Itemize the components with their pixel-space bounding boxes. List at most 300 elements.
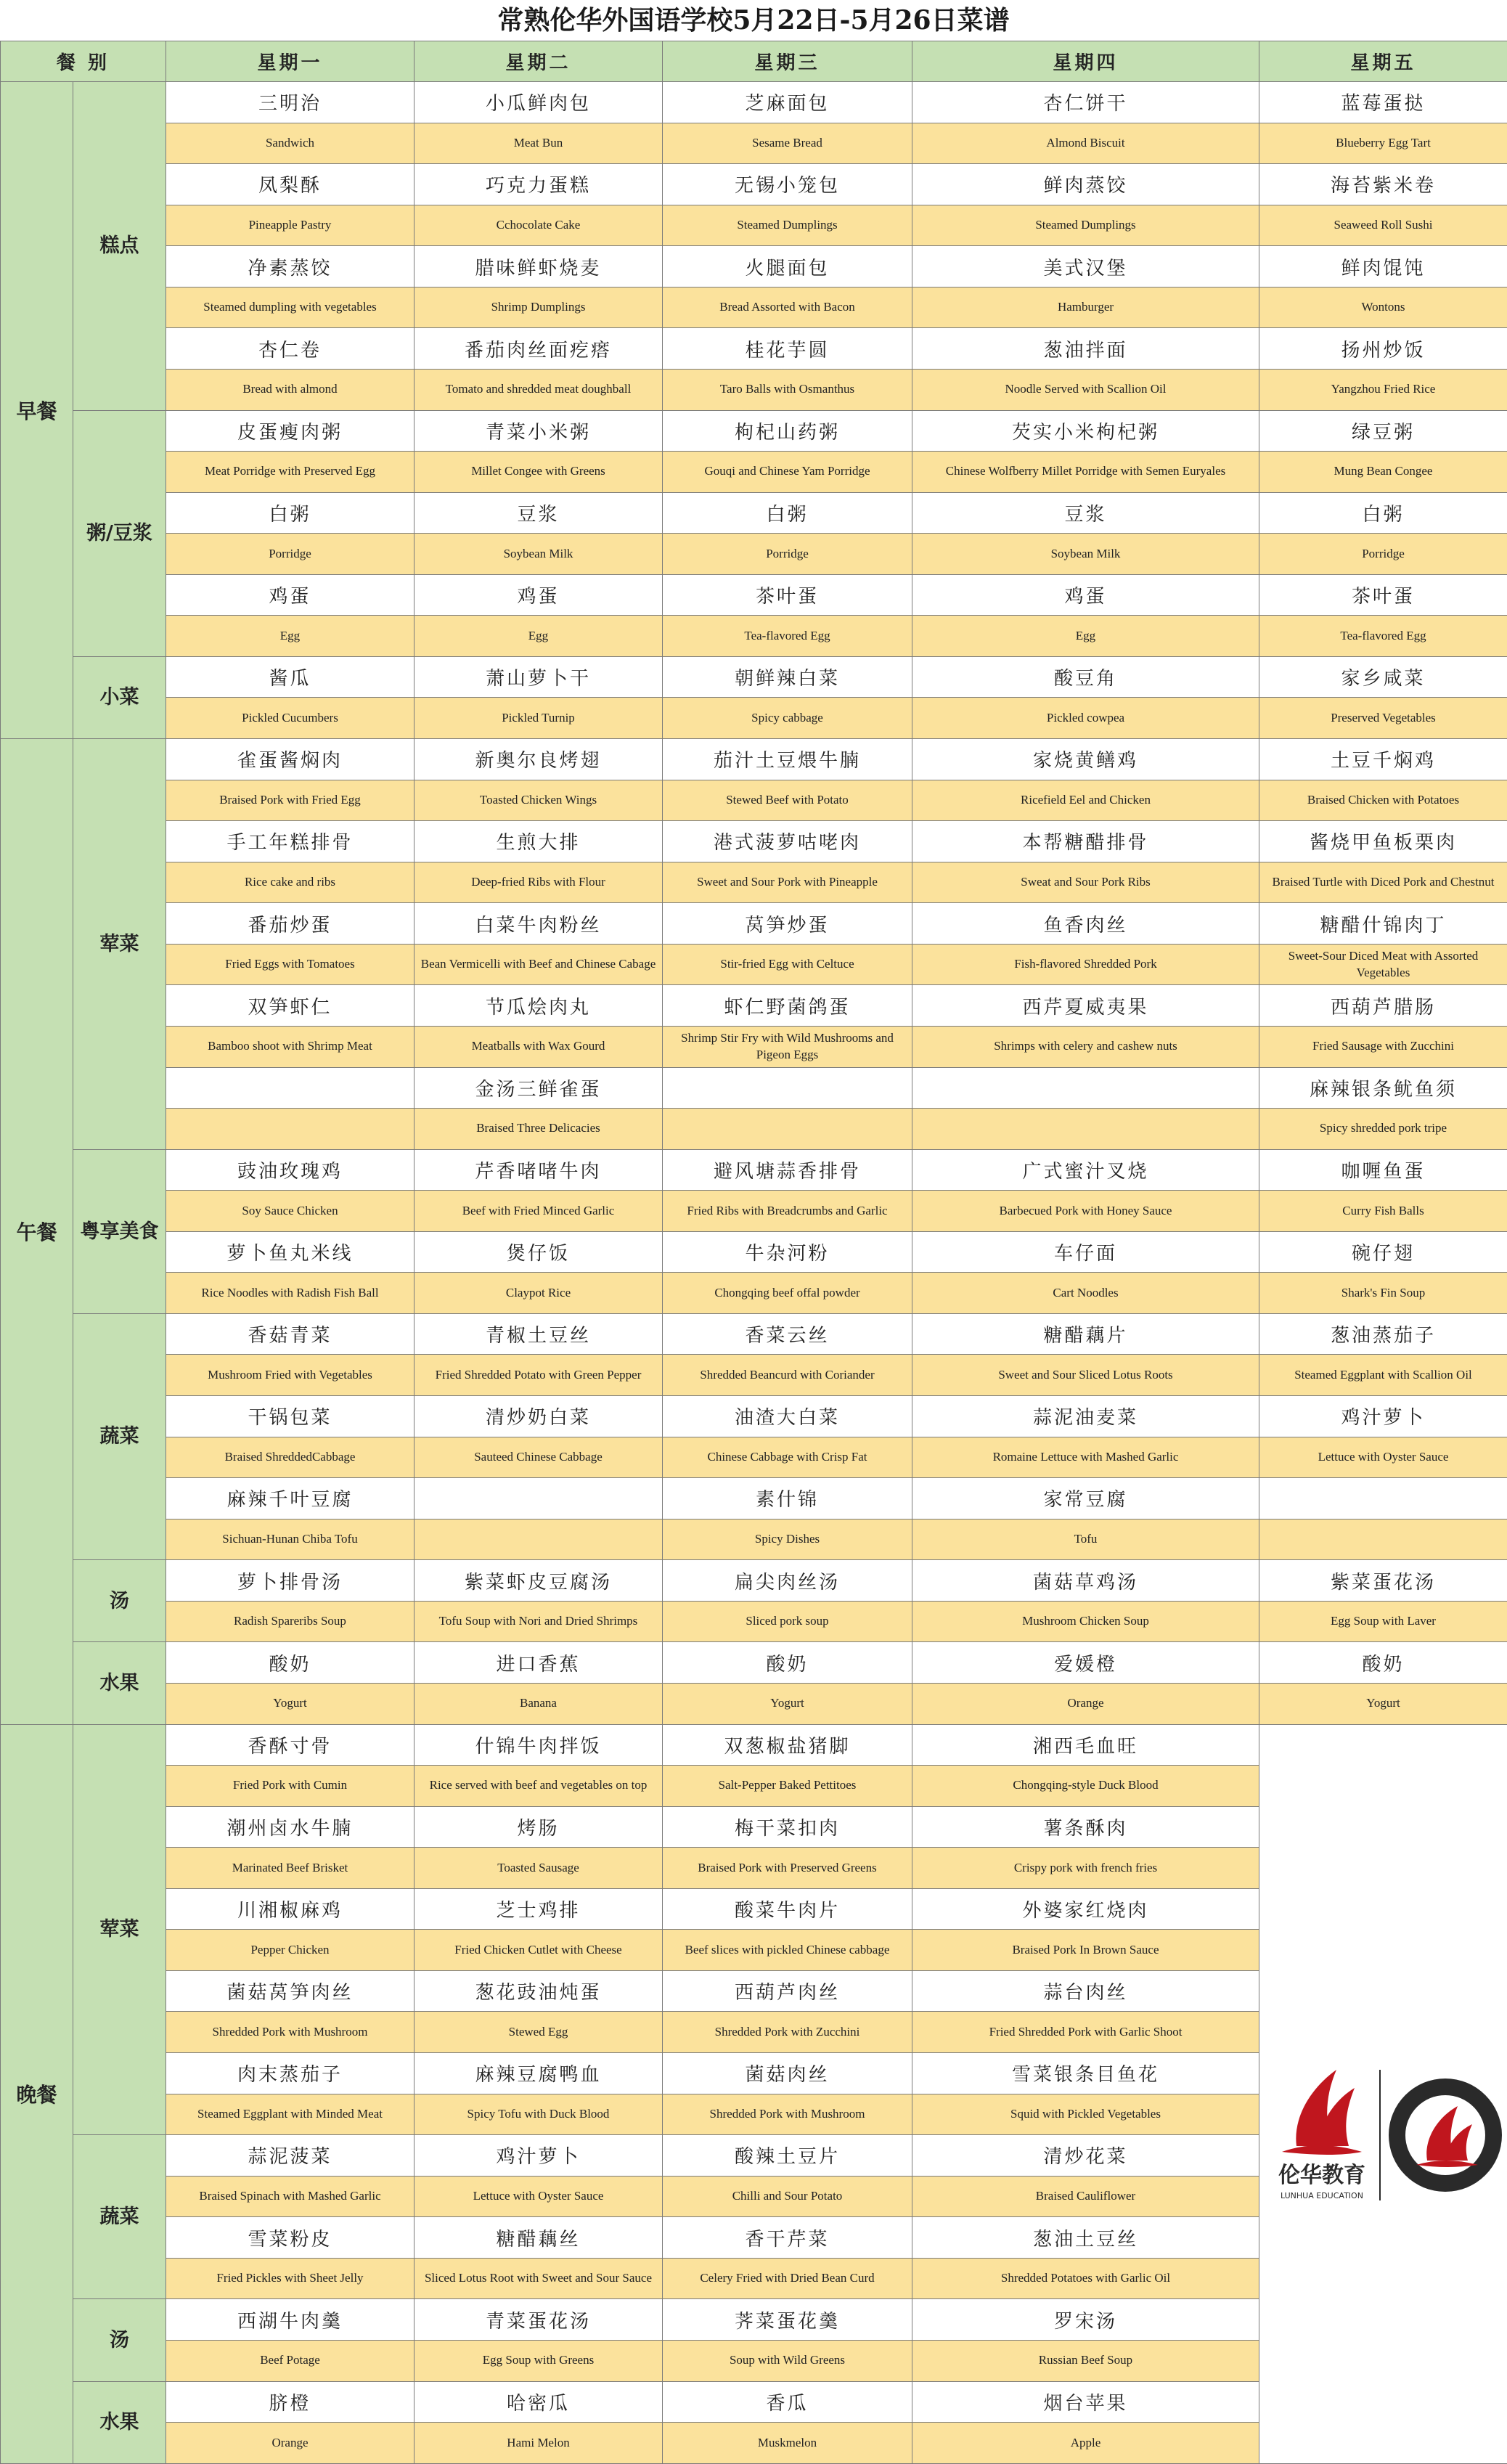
dish-name: 新奥尔良烤翅 <box>414 739 663 780</box>
dish-row-english <box>1 1683 1507 1724</box>
dish-name-english: Steamed Eggplant with Scallion Oil <box>1259 1355 1507 1396</box>
dish-row-chinese <box>1 1313 1507 1355</box>
dish-name: 茶叶蛋 <box>663 574 912 616</box>
dish-name <box>663 1067 912 1109</box>
dish-name-english: Yangzhou Fried Rice <box>1259 369 1507 410</box>
dish-row-chinese <box>1 1067 1507 1109</box>
dish-name-english: Shrimps with celery and cashew nuts <box>912 1026 1259 1067</box>
section-label: 汤 <box>73 2299 166 2381</box>
dish-name: 港式菠萝咕咾肉 <box>663 821 912 862</box>
dish-name: 鱼香肉丝 <box>912 903 1259 945</box>
dish-name-english: Shredded Pork with Mushroom <box>166 2012 414 2053</box>
dish-name: 酱瓜 <box>166 656 414 698</box>
dish-name-english: Soybean Milk <box>414 534 663 575</box>
header-day: 星期四 <box>912 41 1259 82</box>
dish-name: 葱油蒸茄子 <box>1259 1313 1507 1355</box>
dish-row-chinese <box>1 410 1507 452</box>
dish-name-english: Porridge <box>166 534 414 575</box>
dish-name: 莴笋炒蛋 <box>663 903 912 945</box>
dish-name: 牛杂河粉 <box>663 1231 912 1273</box>
dish-name: 鲜肉馄饨 <box>1259 246 1507 287</box>
dish-name: 本帮糖醋排骨 <box>912 821 1259 862</box>
dish-name: 香菇青菜 <box>166 1313 414 1355</box>
dish-name-english: Crispy pork with french fries <box>912 1848 1259 1889</box>
dish-name-english: Sweet-Sour Diced Meat with Assorted Vegetables <box>1259 944 1507 985</box>
dish-name-english: Bamboo shoot with Shrimp Meat <box>166 1026 414 1067</box>
dish-name: 进口香蕉 <box>414 1642 663 1684</box>
dish-name-english: Pepper Chicken <box>166 1930 414 1971</box>
section-label: 水果 <box>73 1642 166 1724</box>
dish-name: 凤梨酥 <box>166 164 414 205</box>
dish-name-english: Fried Shredded Pork with Garlic Shoot <box>912 2012 1259 2053</box>
dish-name: 蒜泥油麦菜 <box>912 1396 1259 1437</box>
dish-row-english <box>1 534 1507 575</box>
dish-name-english: Sesame Bread <box>663 123 912 164</box>
dish-name: 麻辣豆腐鸭血 <box>414 2053 663 2094</box>
meal-label: 早餐 <box>1 82 73 739</box>
dish-name-english: Chilli and Sour Potato <box>663 2176 912 2217</box>
dish-row-english <box>1 944 1507 985</box>
dish-name: 清炒奶白菜 <box>414 1396 663 1437</box>
dish-row-chinese <box>1 574 1507 616</box>
dish-row-english <box>1 1601 1507 1642</box>
dish-name: 绿豆粥 <box>1259 410 1507 452</box>
dish-name-english <box>663 1109 912 1150</box>
dish-row-chinese <box>1 985 1507 1027</box>
dish-name-english: Braised Cauliflower <box>912 2176 1259 2217</box>
dish-row-chinese <box>1 1724 1507 1766</box>
dish-row-english <box>1 1355 1507 1396</box>
dish-name-english: Romaine Lettuce with Mashed Garlic <box>912 1437 1259 1478</box>
dish-name: 西芹夏威夷果 <box>912 985 1259 1027</box>
dish-row-chinese <box>1 656 1507 698</box>
dish-name: 潮州卤水牛腩 <box>166 1806 414 1848</box>
dish-name-english: Stewed Egg <box>414 2012 663 2053</box>
dish-name: 香菜云丝 <box>663 1313 912 1355</box>
dish-name: 外婆家红烧肉 <box>912 1888 1259 1930</box>
dish-name-english: Chinese Wolfberry Millet Porridge with Semen Euryales <box>912 452 1259 493</box>
dish-name: 茶叶蛋 <box>1259 574 1507 616</box>
dish-name-english: Spicy Tofu with Duck Blood <box>414 2094 663 2135</box>
dish-name-english: Preserved Vegetables <box>1259 698 1507 739</box>
dish-name-english: Sweet and Sour Sliced Lotus Roots <box>912 1355 1259 1396</box>
dish-name: 节瓜烩肉丸 <box>414 985 663 1027</box>
dish-name-english: Spicy cabbage <box>663 698 912 739</box>
dish-name: 酸辣土豆片 <box>663 2135 912 2177</box>
dish-name-english: Lettuce with Oyster Sauce <box>414 2176 663 2217</box>
dish-name-english: Shredded Pork with Mushroom <box>663 2094 912 2135</box>
school-logo-cell <box>1259 1724 1507 2464</box>
section-label: 汤 <box>73 1560 166 1642</box>
dish-name: 扬州炒饭 <box>1259 328 1507 370</box>
dish-name-english: Egg <box>414 616 663 657</box>
dish-name: 桂花芋圆 <box>663 328 912 370</box>
dish-name-english: Celery Fried with Dried Bean Curd <box>663 2258 912 2299</box>
dish-row-english <box>1 616 1507 657</box>
dish-name: 糖醋什锦肉丁 <box>1259 903 1507 945</box>
dish-name-english: Soy Sauce Chicken <box>166 1191 414 1232</box>
dish-name-english: Steamed Eggplant with Minded Meat <box>166 2094 414 2135</box>
dish-name: 萝卜鱼丸米线 <box>166 1231 414 1273</box>
dish-name: 白粥 <box>166 492 414 534</box>
dish-name: 肉末蒸茄子 <box>166 2053 414 2094</box>
dish-name: 芝麻面包 <box>663 82 912 123</box>
dish-name-english: Sauteed Chinese Cabbage <box>414 1437 663 1478</box>
header-day: 星期五 <box>1259 41 1507 82</box>
dish-row-chinese <box>1 1231 1507 1273</box>
meal-label: 晚餐 <box>1 1724 73 2464</box>
dish-name-english: Egg <box>912 616 1259 657</box>
dish-name: 雀蛋酱焖肉 <box>166 739 414 780</box>
dish-name-english: Hamburger <box>912 287 1259 328</box>
dish-name: 香瓜 <box>663 2381 912 2423</box>
dish-name: 鸡蛋 <box>166 574 414 616</box>
dish-name-english: Braised Pork In Brown Sauce <box>912 1930 1259 1971</box>
dish-name-english: Pickled cowpea <box>912 698 1259 739</box>
dish-name: 梅干菜扣肉 <box>663 1806 912 1848</box>
dish-name-english: Orange <box>166 2423 414 2464</box>
dish-name-english: Tofu Soup with Nori and Dried Shrimps <box>414 1601 663 1642</box>
dish-row-chinese <box>1 1478 1507 1519</box>
header-day: 星期二 <box>414 41 663 82</box>
dish-name: 芝士鸡排 <box>414 1888 663 1930</box>
dish-name-english: Marinated Beef Brisket <box>166 1848 414 1889</box>
dish-name: 双笋虾仁 <box>166 985 414 1027</box>
dish-name-english: Taro Balls with Osmanthus <box>663 369 912 410</box>
dish-row-english <box>1 1519 1507 1560</box>
dish-name: 芹香啫啫牛肉 <box>414 1149 663 1191</box>
dish-name: 酱烧甲鱼板栗肉 <box>1259 821 1507 862</box>
section-label: 粤享美食 <box>73 1149 166 1313</box>
dish-row-chinese <box>1 164 1507 205</box>
dish-name: 西湖牛肉羹 <box>166 2299 414 2341</box>
dish-row-chinese <box>1 821 1507 862</box>
brand-text-english: LUNHUA EDUCATION <box>1280 2190 1363 2200</box>
dish-name-english: Mushroom Chicken Soup <box>912 1601 1259 1642</box>
dish-name-english: Hami Melon <box>414 2423 663 2464</box>
dish-name: 茄汁土豆煨牛腩 <box>663 739 912 780</box>
dish-name: 菌菇肉丝 <box>663 2053 912 2094</box>
dish-name: 西葫芦腊肠 <box>1259 985 1507 1027</box>
dish-name-english: Yogurt <box>166 1683 414 1724</box>
dish-name: 家烧黄鳝鸡 <box>912 739 1259 780</box>
dish-name: 番茄肉丝面疙瘩 <box>414 328 663 370</box>
dish-row-english <box>1 123 1507 164</box>
dish-name-english: Deep-fried Ribs with Flour <box>414 862 663 903</box>
dish-name: 煲仔饭 <box>414 1231 663 1273</box>
dish-name-english <box>1259 1519 1507 1560</box>
dish-name-english: Egg Soup with Greens <box>414 2340 663 2381</box>
section-label: 蔬菜 <box>73 2135 166 2299</box>
dish-name-english: Apple <box>912 2423 1259 2464</box>
dish-name: 火腿面包 <box>663 246 912 287</box>
dish-name-english: Ricefield Eel and Chicken <box>912 780 1259 821</box>
dish-name-english: Pickled Turnip <box>414 698 663 739</box>
dish-name-english: Steamed Dumplings <box>663 205 912 246</box>
dish-name: 美式汉堡 <box>912 246 1259 287</box>
dish-name: 萝卜排骨汤 <box>166 1560 414 1602</box>
dish-name: 豆浆 <box>414 492 663 534</box>
dish-name-english: Chinese Cabbage with Crisp Fat <box>663 1437 912 1478</box>
dish-row-chinese <box>1 492 1507 534</box>
dish-name-english: Stewed Beef with Potato <box>663 780 912 821</box>
dish-name: 酸奶 <box>1259 1642 1507 1684</box>
dish-name-english: Fried Eggs with Tomatoes <box>166 944 414 985</box>
header-category: 餐 别 <box>1 41 166 82</box>
dish-row-english <box>1 369 1507 410</box>
dish-name-english: Porridge <box>1259 534 1507 575</box>
dish-name: 青菜蛋花汤 <box>414 2299 663 2341</box>
dish-name: 避风塘蒜香排骨 <box>663 1149 912 1191</box>
dish-name: 葱花豉油炖蛋 <box>414 1970 663 2012</box>
dish-name-english: Rice cake and ribs <box>166 862 414 903</box>
dish-name: 酸奶 <box>166 1642 414 1684</box>
dish-name: 脐橙 <box>166 2381 414 2423</box>
dish-row-english <box>1 1273 1507 1314</box>
dish-name: 罗宋汤 <box>912 2299 1259 2341</box>
dish-name-english: Fried Pickles with Sheet Jelly <box>166 2258 414 2299</box>
dish-name-english: Pickled Cucumbers <box>166 698 414 739</box>
dish-name-english: Shredded Pork with Zucchini <box>663 2012 912 2053</box>
dish-name: 鲜肉蒸饺 <box>912 164 1259 205</box>
dish-name-english: Tomato and shredded meat doughball <box>414 369 663 410</box>
dish-name: 麻辣银条鱿鱼须 <box>1259 1067 1507 1109</box>
dish-name-english: Sandwich <box>166 123 414 164</box>
dish-name-english: Muskmelon <box>663 2423 912 2464</box>
header-day: 星期三 <box>663 41 912 82</box>
dish-name-english: Fried Pork with Cumin <box>166 1766 414 1807</box>
dish-name: 葱油拌面 <box>912 328 1259 370</box>
dish-name-english: Seaweed Roll Sushi <box>1259 205 1507 246</box>
dish-name-english <box>414 1519 663 1560</box>
dish-name-english: Sweat and Sour Pork Ribs <box>912 862 1259 903</box>
dish-name: 白粥 <box>663 492 912 534</box>
dish-name-english: Millet Congee with Greens <box>414 452 663 493</box>
dish-name: 无锡小笼包 <box>663 164 912 205</box>
dish-row-chinese <box>1 1396 1507 1437</box>
dish-name: 扁尖肉丝汤 <box>663 1560 912 1602</box>
dish-name: 素什锦 <box>663 1478 912 1519</box>
menu-table <box>0 41 1507 2464</box>
dish-name: 菌菇草鸡汤 <box>912 1560 1259 1602</box>
dish-name: 白菜牛肉粉丝 <box>414 903 663 945</box>
dish-name-english: Almond Biscuit <box>912 123 1259 164</box>
dish-name: 金汤三鲜雀蛋 <box>414 1067 663 1109</box>
dish-name-english: Soybean Milk <box>912 534 1259 575</box>
dish-name: 紫菜蛋花汤 <box>1259 1560 1507 1602</box>
dish-name: 酸菜牛肉片 <box>663 1888 912 1930</box>
dish-name-english: Braised Pork with Fried Egg <box>166 780 414 821</box>
dish-name-english: Yogurt <box>663 1683 912 1724</box>
dish-name-english: Toasted Chicken Wings <box>414 780 663 821</box>
brand-text: 伦华教育 <box>1278 2162 1365 2188</box>
dish-name-english: Egg Soup with Laver <box>1259 1601 1507 1642</box>
dish-name: 碗仔翅 <box>1259 1231 1507 1273</box>
dish-name: 糖醋藕丝 <box>414 2217 663 2259</box>
dish-row-chinese <box>1 246 1507 287</box>
section-label: 蔬菜 <box>73 1313 166 1559</box>
dish-name: 皮蛋瘦肉粥 <box>166 410 414 452</box>
dish-name: 鸡蛋 <box>414 574 663 616</box>
dish-name: 双葱椒盐猪脚 <box>663 1724 912 1766</box>
dish-name-english: Orange <box>912 1683 1259 1724</box>
section-label: 荤菜 <box>73 739 166 1150</box>
dish-name: 香酥寸骨 <box>166 1724 414 1766</box>
dish-name-english: Sweet and Sour Pork with Pineapple <box>663 862 912 903</box>
dish-name-english: Fried Chicken Cutlet with Cheese <box>414 1930 663 1971</box>
dish-name-english: Tea-flavored Egg <box>663 616 912 657</box>
dish-row-english <box>1 1026 1507 1067</box>
dish-name-english: Toasted Sausage <box>414 1848 663 1889</box>
dish-name-english: Sliced pork soup <box>663 1601 912 1642</box>
dish-name: 土豆千焖鸡 <box>1259 739 1507 780</box>
dish-name-english: Radish Spareribs Soup <box>166 1601 414 1642</box>
dish-name: 青菜小米粥 <box>414 410 663 452</box>
dish-row-chinese <box>1 739 1507 780</box>
dish-name: 豉油玫瑰鸡 <box>166 1149 414 1191</box>
dish-name: 番茄炒蛋 <box>166 903 414 945</box>
dish-name: 白粥 <box>1259 492 1507 534</box>
dish-name-english: Braised Chicken with Potatoes <box>1259 780 1507 821</box>
dish-name-english: Steamed Dumplings <box>912 205 1259 246</box>
dish-name: 薯条酥肉 <box>912 1806 1259 1848</box>
dish-name: 萧山萝卜干 <box>414 656 663 698</box>
dish-name-english: Squid with Pickled Vegetables <box>912 2094 1259 2135</box>
dish-name: 杏仁饼干 <box>912 82 1259 123</box>
dish-name: 家常豆腐 <box>912 1478 1259 1519</box>
dish-name: 腊味鲜虾烧麦 <box>414 246 663 287</box>
dish-row-english <box>1 287 1507 328</box>
dish-name-english: Chongqing-style Duck Blood <box>912 1766 1259 1807</box>
dish-name: 雪菜粉皮 <box>166 2217 414 2259</box>
dish-name-english: Banana <box>414 1683 663 1724</box>
dish-row-chinese <box>1 1149 1507 1191</box>
dish-name: 杏仁卷 <box>166 328 414 370</box>
dish-name: 芡实小米枸杞粥 <box>912 410 1259 452</box>
dish-name-english: Fried Ribs with Breadcrumbs and Garlic <box>663 1191 912 1232</box>
dish-name: 枸杞山药粥 <box>663 410 912 452</box>
school-logo <box>1259 1725 1507 2464</box>
dish-row-chinese <box>1 82 1507 123</box>
section-label: 荤菜 <box>73 1724 166 2135</box>
dish-name-english: Beef with Fried Minced Garlic <box>414 1191 663 1232</box>
dish-name: 什锦牛肉拌饭 <box>414 1724 663 1766</box>
dish-name: 酸奶 <box>663 1642 912 1684</box>
dish-name: 广式蜜汁叉烧 <box>912 1149 1259 1191</box>
dish-name-english: Lettuce with Oyster Sauce <box>1259 1437 1507 1478</box>
dish-name-english: Porridge <box>663 534 912 575</box>
dish-name: 紫菜虾皮豆腐汤 <box>414 1560 663 1602</box>
dish-name-english: Meatballs with Wax Gourd <box>414 1026 663 1067</box>
dish-name <box>414 1478 663 1519</box>
dish-name-english: Shark's Fin Soup <box>1259 1273 1507 1314</box>
dish-name-english: Steamed dumpling with vegetables <box>166 287 414 328</box>
dish-name: 哈密瓜 <box>414 2381 663 2423</box>
dish-name: 荠菜蛋花羹 <box>663 2299 912 2341</box>
dish-name-english: Shredded Potatoes with Garlic Oil <box>912 2258 1259 2299</box>
dish-name-english: Bean Vermicelli with Beef and Chinese Cabage <box>414 944 663 985</box>
dish-name-english: Soup with Wild Greens <box>663 2340 912 2381</box>
dish-name-english: Tofu <box>912 1519 1259 1560</box>
header-row <box>1 41 1507 82</box>
section-label: 糕点 <box>73 82 166 411</box>
dish-name: 朝鲜辣白菜 <box>663 656 912 698</box>
dish-name-english: Fried Sausage with Zucchini <box>1259 1026 1507 1067</box>
dish-name-english: Rice Noodles with Radish Fish Ball <box>166 1273 414 1314</box>
dish-name-english: Fish-flavored Shredded Pork <box>912 944 1259 985</box>
dish-name: 咖喱鱼蛋 <box>1259 1149 1507 1191</box>
dish-name: 香干芹菜 <box>663 2217 912 2259</box>
dish-name: 鸡蛋 <box>912 574 1259 616</box>
dish-name-english: Braised Turtle with Diced Pork and Chestnut <box>1259 862 1507 903</box>
dish-name-english: Shrimp Dumplings <box>414 287 663 328</box>
page-title: 常熟伦华外国语学校5月22日-5月26日菜谱 <box>497 5 1010 36</box>
section-label: 小菜 <box>73 656 166 738</box>
dish-name-english: Braised Three Delicacies <box>414 1109 663 1150</box>
dish-row-chinese <box>1 328 1507 370</box>
dish-name: 巧克力蛋糕 <box>414 164 663 205</box>
dish-name-english <box>912 1109 1259 1150</box>
dish-name-english: Blueberry Egg Tart <box>1259 123 1507 164</box>
dish-row-english <box>1 862 1507 903</box>
dish-name-english: Braised ShreddedCabbage <box>166 1437 414 1478</box>
dish-name: 糖醋藕片 <box>912 1313 1259 1355</box>
dish-name-english: Sichuan-Hunan Chiba Tofu <box>166 1519 414 1560</box>
dish-name-english: Shredded Beancurd with Coriander <box>663 1355 912 1396</box>
dish-name-english: Yogurt <box>1259 1683 1507 1724</box>
dish-name: 清炒花菜 <box>912 2135 1259 2177</box>
dish-name <box>1259 1478 1507 1519</box>
dish-row-english <box>1 452 1507 493</box>
dish-name: 干锅包菜 <box>166 1396 414 1437</box>
dish-row-english <box>1 1109 1507 1150</box>
dish-name <box>912 1067 1259 1109</box>
section-label: 水果 <box>73 2381 166 2464</box>
dish-name-english: Curry Fish Balls <box>1259 1191 1507 1232</box>
dish-name-english: Bread with almond <box>166 369 414 410</box>
dish-name: 雪菜银条目鱼花 <box>912 2053 1259 2094</box>
dish-row-english <box>1 698 1507 739</box>
dish-row-chinese <box>1 903 1507 945</box>
dish-name-english: Pineapple Pastry <box>166 205 414 246</box>
dish-name-english: Noodle Served with Scallion Oil <box>912 369 1259 410</box>
dish-name: 麻辣千叶豆腐 <box>166 1478 414 1519</box>
dish-name: 三明治 <box>166 82 414 123</box>
dish-name-english: Barbecued Pork with Honey Sauce <box>912 1191 1259 1232</box>
dish-name-english: Russian Beef Soup <box>912 2340 1259 2381</box>
dish-name: 手工年糕排骨 <box>166 821 414 862</box>
dish-name: 鸡汁萝卜 <box>1259 1396 1507 1437</box>
dish-name-english: Mushroom Fried with Vegetables <box>166 1355 414 1396</box>
dish-name: 油渣大白菜 <box>663 1396 912 1437</box>
dish-name: 蓝莓蛋挞 <box>1259 82 1507 123</box>
dish-name-english: Chongqing beef offal powder <box>663 1273 912 1314</box>
dish-name: 烤肠 <box>414 1806 663 1848</box>
dish-name: 青椒土豆丝 <box>414 1313 663 1355</box>
dish-name-english: Spicy shredded pork tripe <box>1259 1109 1507 1150</box>
dish-name: 蒜台肉丝 <box>912 1970 1259 2012</box>
dish-name: 小瓜鲜肉包 <box>414 82 663 123</box>
wave-logo-icon <box>1282 2145 1362 2155</box>
dish-name-english: Gouqi and Chinese Yam Porridge <box>663 452 912 493</box>
dish-name: 鸡汁萝卜 <box>414 2135 663 2177</box>
dish-name-english: Fried Shredded Potato with Green Pepper <box>414 1355 663 1396</box>
header-day: 星期一 <box>166 41 414 82</box>
dish-name-english: Cchocolate Cake <box>414 205 663 246</box>
dish-name: 家乡咸菜 <box>1259 656 1507 698</box>
dish-name-english: Sliced Lotus Root with Sweet and Sour Sauce <box>414 2258 663 2299</box>
dish-name-english: Shrimp Stir Fry with Wild Mushrooms and Pigeon Eggs <box>663 1026 912 1067</box>
